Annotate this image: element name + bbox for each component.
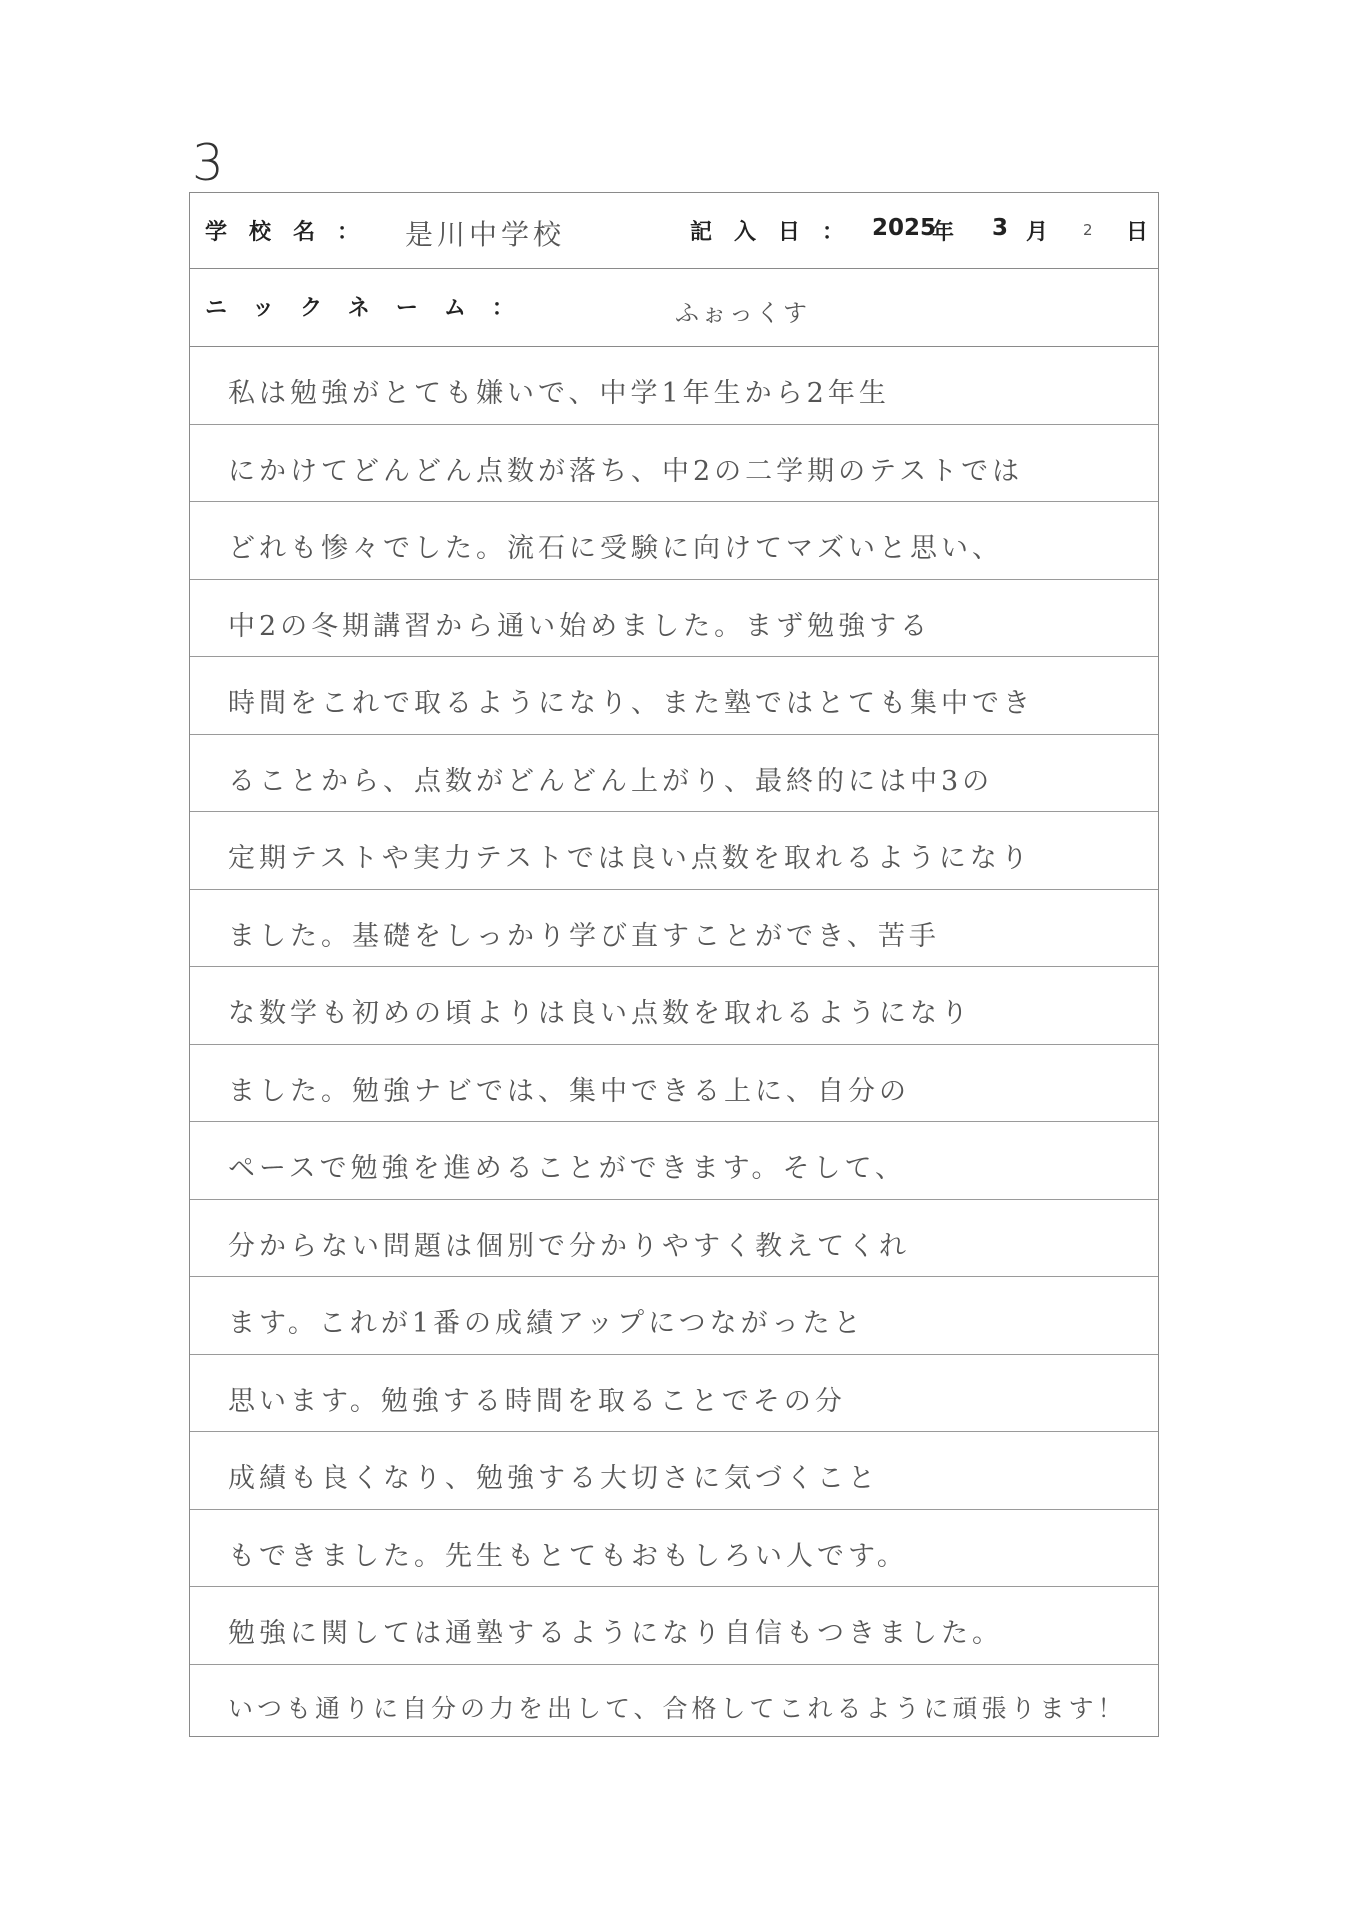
date-month: 3: [992, 215, 1009, 241]
body-line-text: もできました。先生もとてもおもしろい人です。: [228, 1540, 908, 1572]
body-line: [190, 502, 1158, 580]
body-line-text: ます。これが1番の成績アップにつながったと: [228, 1308, 865, 1339]
date-day-unit: 日: [1126, 220, 1149, 245]
body-line: [190, 1277, 1158, 1355]
body-line: [190, 967, 1158, 1045]
body-line-text: ました。勉強ナビでは、集中できる上に、自分の: [228, 1075, 910, 1107]
body-line: [190, 890, 1158, 968]
body-line: [190, 1665, 1158, 1743]
body-line-text: ました。基礎をしっかり学び直すことができ、苦手: [228, 920, 940, 952]
body-line-text: 時間をこれで取るようになり、また塾ではとても集中でき: [228, 688, 1034, 719]
body-line: [190, 580, 1158, 658]
date-month-unit: 月: [1026, 220, 1049, 245]
body-line: [190, 347, 1158, 425]
body-line: [190, 425, 1158, 503]
body-line-text: 中2の冬期講習から通い始めました。まず勉強する: [228, 610, 932, 642]
body-line: [190, 1432, 1158, 1510]
nickname-label: ニックネーム：: [205, 296, 540, 321]
body-line-text: にかけてどんどん点数が落ち、中2の二学期のテストでは: [228, 455, 1024, 487]
body-line-text: どれも惨々でした。流石に受験に向けてマズいと思い、: [228, 533, 1003, 564]
nickname-value: ふぉっくす: [675, 299, 810, 327]
page-number: 3: [192, 134, 224, 192]
body-line-text: 私は勉強がとても嫌いで、中学1年生から2年生: [228, 378, 890, 409]
handwritten-body: [190, 347, 1158, 1742]
body-line-text: ることから、点数がどんどん上がり、最終的には中3の: [228, 765, 994, 797]
body-line-text: 分からない問題は個別で分かりやすく教えてくれ: [228, 1230, 910, 1262]
date-day: 2: [1083, 221, 1093, 239]
body-line-text: ペースで勉強を進めることができます。そして、: [228, 1153, 906, 1184]
date-year-unit: 年: [932, 220, 955, 245]
body-line: [190, 1355, 1158, 1433]
body-line: [190, 812, 1158, 890]
school-label: 学校名：: [205, 220, 382, 245]
school-date-row: [190, 193, 1158, 269]
body-line: [190, 1587, 1158, 1665]
body-line-text: 定期テストや実力テストでは良い点数を取れるようになり: [228, 843, 1032, 874]
date-year: 2025: [872, 215, 937, 241]
body-line: [190, 1200, 1158, 1278]
body-line: [190, 1045, 1158, 1123]
body-line-text: 勉強に関しては通塾するようになり自信もつきました。: [228, 1618, 1003, 1649]
nickname-row: [190, 269, 1158, 347]
date-label: 記入日：: [690, 220, 867, 245]
body-line-text: な数学も初めの頃よりは良い点数を取れるようになり: [228, 998, 972, 1029]
body-line: [190, 735, 1158, 813]
body-line-text: 思います。勉強する時間を取ることでその分: [228, 1385, 846, 1417]
school-name: 是川中学校: [405, 218, 566, 251]
body-line: [190, 1510, 1158, 1588]
body-line: [190, 1122, 1158, 1200]
body-line-text: 成績も良くなり、勉強する大切さに気づくこと: [228, 1463, 879, 1494]
body-line-text: いつも通りに自分の力を出して、合格してこれるように頑張ります！: [228, 1693, 1127, 1723]
testimonial-form: [189, 192, 1159, 1737]
body-line: [190, 657, 1158, 735]
